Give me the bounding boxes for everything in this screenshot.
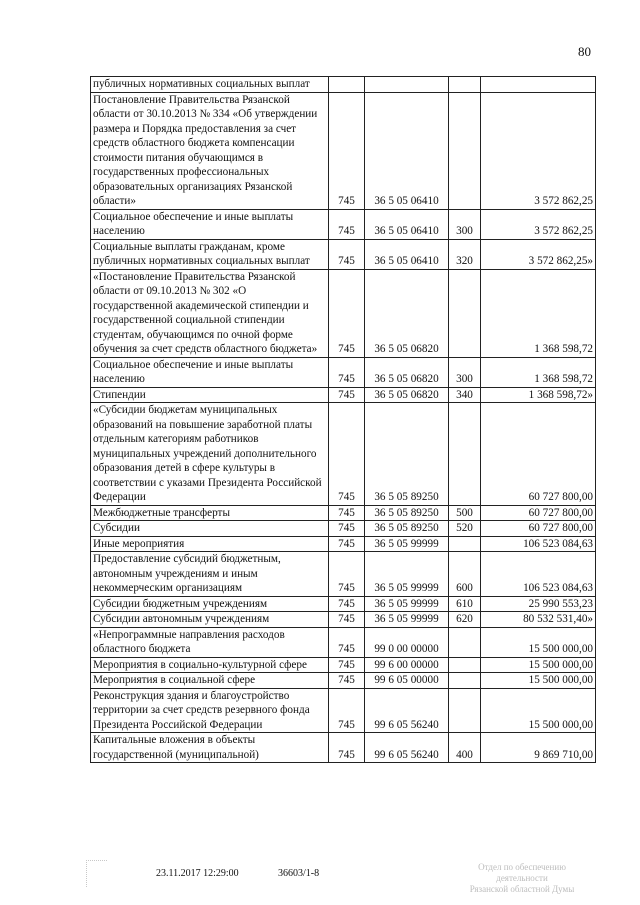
row-name: Стипендии [91,387,329,403]
row-vr: 300 [449,209,481,239]
row-sum: 1 368 598,72 [481,269,596,357]
row-name: публичных нормативных социальных выплат [91,77,329,93]
row-vr: 610 [449,596,481,612]
row-ved: 745 [329,657,365,673]
stamp-line-2: Рязанской областной Думы [469,884,575,894]
budget-table [90,76,596,763]
row-ved: 745 [329,387,365,403]
row-vr: 500 [449,505,481,521]
row-ved: 745 [329,357,365,387]
table-row [91,596,596,612]
table-row [91,403,596,506]
row-csr: 36 5 05 06410 [365,239,449,269]
row-csr: 36 5 05 06820 [365,357,449,387]
row-sum: 60 727 800,00 [481,403,596,506]
table-row [91,627,596,657]
row-sum: 9 869 710,00 [481,733,596,763]
row-name: Мероприятия в социальной сфере [91,673,329,689]
stamp-line-1: Отдел по обеспечению деятельности [478,862,566,883]
row-ved: 745 [329,612,365,628]
row-ved: 745 [329,688,365,733]
row-ved: 745 [329,521,365,537]
row-name: «Постановление Правительства Рязанской области от 09.10.2013 № 302 «О государственной академической стипендии и государственной социальной стипендии студентам, обучающимся по очной форме обучения за счет средств областного бюджета» [91,269,329,357]
table-row [91,209,596,239]
row-sum: 25 990 553,23 [481,596,596,612]
row-sum: 1 368 598,72» [481,387,596,403]
row-vr [449,77,481,93]
row-name: Социальное обеспечение и иные выплаты населению [91,209,329,239]
row-name: «Субсидии бюджетам муниципальных образований на повышение заработной платы отдельным категориям работников муниципальных учреждений дополнительного образования детей в сфере культуры в соответствии с указами Президента Российской Федерации [91,403,329,506]
table-row [91,269,596,357]
row-csr: 36 5 05 89250 [365,521,449,537]
row-vr [449,627,481,657]
row-sum: 60 727 800,00 [481,521,596,537]
row-vr [449,688,481,733]
table-row [91,239,596,269]
table-row [91,688,596,733]
row-vr [449,657,481,673]
office-stamp [452,862,592,895]
table-row [91,77,596,93]
row-csr [365,77,449,93]
row-ved [329,77,365,93]
row-csr: 36 5 05 99999 [365,536,449,552]
row-csr: 99 6 05 56240 [365,733,449,763]
row-sum: 3 572 862,25 [481,209,596,239]
row-csr: 36 5 05 89250 [365,403,449,506]
row-sum [481,77,596,93]
row-csr: 36 5 05 99999 [365,552,449,597]
page-number: 80 [578,44,591,59]
table-row [91,357,596,387]
row-vr: 340 [449,387,481,403]
row-name: Социальные выплаты гражданам, кроме публичных нормативных социальных выплат [91,239,329,269]
row-ved: 745 [329,596,365,612]
row-vr [449,673,481,689]
table-row [91,505,596,521]
row-ved: 745 [329,92,365,209]
table-row [91,92,596,209]
row-name: Субсидии автономным учреждениям [91,612,329,628]
row-name: Постановление Правительства Рязанской области от 30.10.2013 № 334 «Об утверждении размера и Порядка предоставления за счет средств областного бюджета компенсации стоимости питания обучающимся в государственных профессиональных образовательных организациях Рязанской области» [91,92,329,209]
row-name: Субсидии [91,521,329,537]
row-sum: 15 500 000,00 [481,657,596,673]
row-ved: 745 [329,239,365,269]
table-row [91,612,596,628]
row-vr: 600 [449,552,481,597]
row-vr: 400 [449,733,481,763]
table-row [91,657,596,673]
row-ved: 745 [329,552,365,597]
row-vr [449,92,481,209]
row-sum: 15 500 000,00 [481,673,596,689]
row-csr: 36 5 05 06410 [365,209,449,239]
budget-table-body [91,77,596,763]
row-ved: 745 [329,627,365,657]
row-ved: 745 [329,536,365,552]
row-csr: 99 6 00 00000 [365,657,449,673]
row-sum: 3 572 862,25 [481,92,596,209]
footer-doc-code: 36603/1-8 [278,868,320,879]
row-sum: 15 500 000,00 [481,627,596,657]
page-top-edge [0,0,640,6]
row-ved: 745 [329,269,365,357]
row-vr: 320 [449,239,481,269]
row-sum: 106 523 084,63 [481,536,596,552]
row-name: Капитальные вложения в объекты государственной (муниципальной) [91,733,329,763]
table-row [91,552,596,597]
row-csr: 36 5 05 06410 [365,92,449,209]
row-csr: 36 5 05 99999 [365,612,449,628]
row-csr: 36 5 05 99999 [365,596,449,612]
row-name: Субсидии бюджетным учреждениям [91,596,329,612]
row-name: Предоставление субсидий бюджетным, автономным учреждениям и иным некоммерческим организациям [91,552,329,597]
row-ved: 745 [329,209,365,239]
row-vr [449,403,481,506]
row-name: Социальное обеспечение и иные выплаты населению [91,357,329,387]
footer-datetime: 23.11.2017 12:29:00 [156,868,239,879]
row-sum: 15 500 000,00 [481,688,596,733]
table-row [91,521,596,537]
row-vr [449,269,481,357]
row-name: Мероприятия в социально-культурной сфере [91,657,329,673]
row-name: Реконструкция здания и благоустройство территории за счет средств резервного фонда Президента Российской Федерации [91,688,329,733]
row-csr: 99 6 05 00000 [365,673,449,689]
row-ved: 745 [329,673,365,689]
row-sum: 3 572 862,25» [481,239,596,269]
table-row [91,673,596,689]
row-vr [449,536,481,552]
row-csr: 99 0 00 00000 [365,627,449,657]
row-sum: 60 727 800,00 [481,505,596,521]
table-row [91,733,596,763]
table-row [91,387,596,403]
row-csr: 36 5 05 06820 [365,269,449,357]
row-ved: 745 [329,505,365,521]
row-sum: 1 368 598,72 [481,357,596,387]
faint-stamp-mark [86,860,107,887]
table-row [91,536,596,552]
row-sum: 80 532 531,40» [481,612,596,628]
row-csr: 99 6 05 56240 [365,688,449,733]
row-vr: 300 [449,357,481,387]
row-csr: 36 5 05 89250 [365,505,449,521]
row-name: Межбюджетные трансферты [91,505,329,521]
row-vr: 620 [449,612,481,628]
row-vr: 520 [449,521,481,537]
row-ved: 745 [329,403,365,506]
row-csr: 36 5 05 06820 [365,387,449,403]
row-ved: 745 [329,733,365,763]
row-sum: 106 523 084,63 [481,552,596,597]
row-name: Иные мероприятия [91,536,329,552]
row-name: «Непрограммные направления расходов областного бюджета [91,627,329,657]
